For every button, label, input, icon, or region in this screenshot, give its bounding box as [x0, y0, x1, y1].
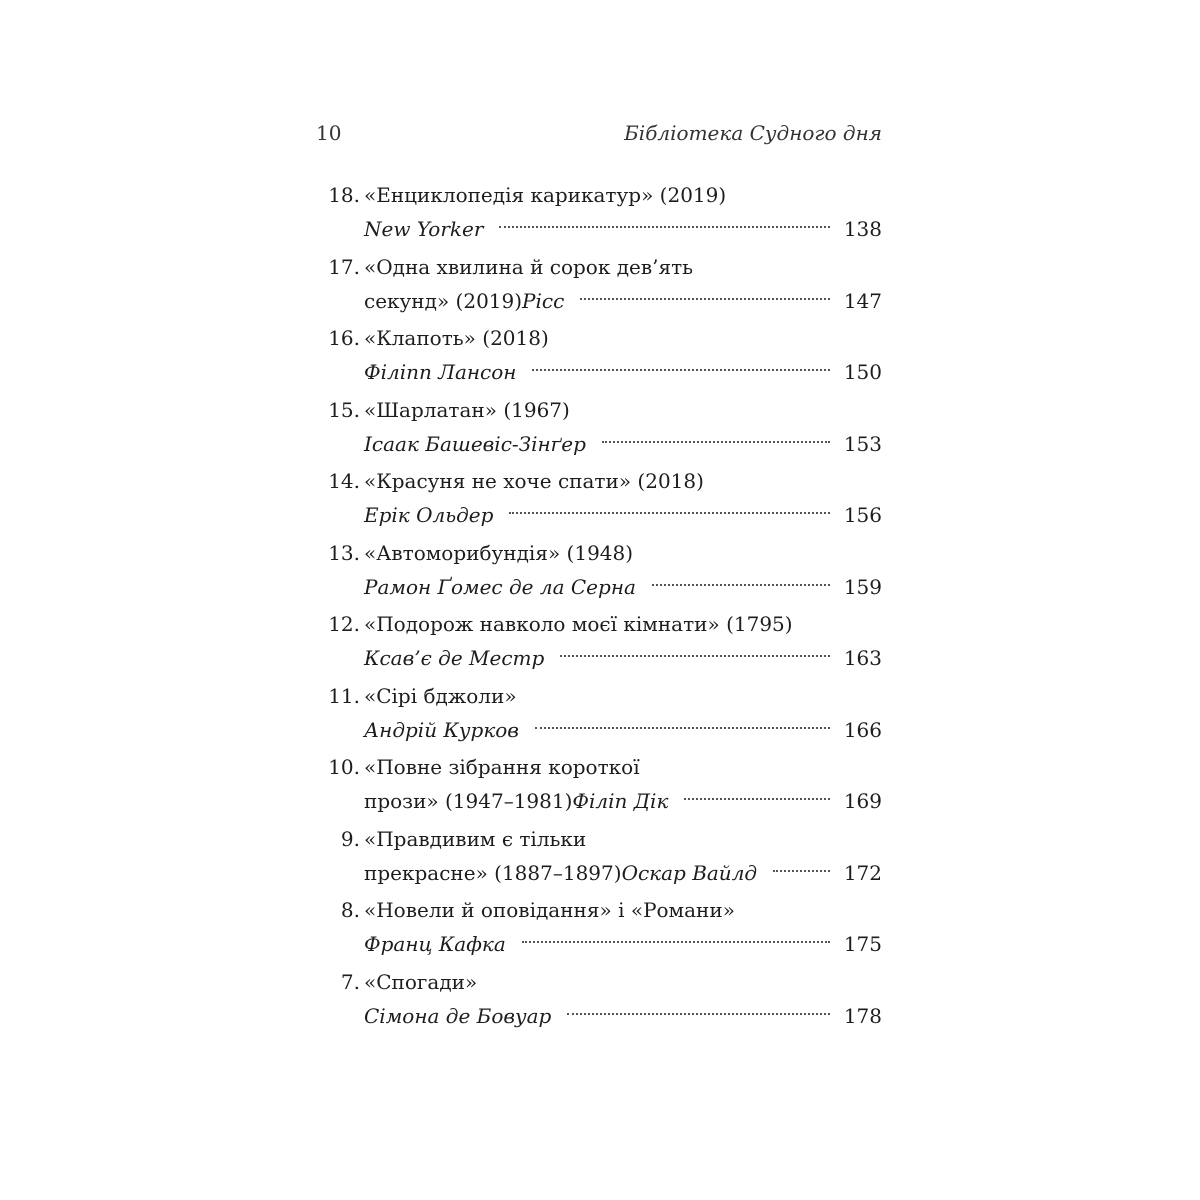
dot-leader	[532, 369, 829, 371]
toc-entry-title-line	[316, 893, 882, 927]
toc-entry-title: «Клапоть» (2018)	[364, 326, 549, 350]
toc-entry-page: 169	[843, 789, 882, 813]
toc-entry-author-line	[364, 713, 882, 747]
toc-entry-author: New Yorker	[364, 217, 484, 241]
dot-leader	[580, 298, 830, 300]
toc-entry-number: 9.	[340, 826, 360, 851]
toc-entry-author-line	[364, 284, 882, 318]
dot-leader	[535, 727, 830, 729]
toc-entry	[316, 607, 882, 679]
toc-entry-title: «Повне зібрання короткої	[364, 755, 640, 779]
toc-entry-page: 175	[843, 932, 882, 956]
dot-leader	[652, 584, 830, 586]
toc-entry-author: Філіп Дік	[572, 789, 669, 813]
toc-entry-title-line	[316, 822, 882, 856]
toc-entry-page: 147	[843, 288, 882, 313]
toc-entry-page: 172	[843, 860, 882, 885]
toc-entry-title-line	[316, 393, 882, 427]
toc-entry-title-line	[316, 321, 882, 355]
toc-entry	[316, 822, 882, 894]
toc-entry-author: Ісаак Башевіс-Зінґер	[364, 431, 586, 456]
dot-leader	[509, 512, 829, 514]
toc-entry-author-line	[364, 355, 882, 389]
toc-entry-author-line	[364, 641, 882, 675]
toc-entry-page: 156	[843, 503, 882, 527]
toc-entry-title-line	[316, 750, 882, 784]
toc-entry-title-line	[316, 536, 882, 570]
toc-entry-author: Сімона де Бовуар	[364, 1003, 552, 1028]
toc-entry-page: 150	[843, 360, 882, 384]
table-of-contents	[316, 178, 882, 1036]
toc-entry-number: 18.	[328, 183, 360, 207]
toc-entry-author-line	[364, 427, 882, 461]
toc-entry-author: Ксав’є де Местр	[364, 646, 545, 670]
dot-leader	[560, 655, 830, 657]
toc-entry-number: 7.	[340, 969, 360, 994]
toc-entry	[316, 679, 882, 751]
toc-entry-number: 13.	[328, 540, 360, 565]
toc-entry	[316, 250, 882, 322]
toc-entry-page: 166	[843, 717, 882, 742]
toc-entry-author: Рамон Ґомес де ла Серна	[364, 574, 636, 599]
toc-entry-title-line	[316, 464, 882, 498]
toc-entry-title: «Автоморибундія» (1948)	[364, 540, 634, 565]
toc-entry	[316, 893, 882, 965]
toc-entry	[316, 965, 882, 1037]
page-header	[316, 116, 882, 150]
toc-entry	[316, 393, 882, 465]
toc-entry-page: 153	[843, 431, 882, 456]
toc-entry	[316, 750, 882, 822]
toc-entry-title: «Одна хвилина й сорок дев’ять	[364, 254, 694, 279]
toc-entry	[316, 321, 882, 393]
toc-entry	[316, 464, 882, 536]
toc-entry-title: «Шарлатан» (1967)	[364, 397, 570, 422]
dot-leader	[522, 941, 830, 943]
toc-entry-page: 163	[843, 646, 882, 670]
toc-entry-title-line	[316, 178, 882, 212]
toc-entry-title: «Спогади»	[364, 969, 478, 994]
dot-leader	[602, 441, 830, 443]
toc-entry-number: 14.	[328, 469, 360, 493]
toc-entry-title: «Сірі бджоли»	[364, 683, 517, 708]
toc-entry-number: 15.	[328, 397, 360, 422]
dot-leader	[684, 798, 829, 800]
toc-entry-author-line	[364, 999, 882, 1033]
toc-entry-author: Рісс	[522, 288, 565, 313]
toc-entry-number: 11.	[328, 683, 360, 708]
toc-entry-number: 17.	[328, 254, 360, 279]
toc-entry-title-line	[316, 965, 882, 999]
toc-entry-author-line	[364, 570, 882, 604]
toc-entry	[316, 536, 882, 608]
toc-entry-title: «Енциклопедія карикатур» (2019)	[364, 183, 727, 207]
dot-leader	[567, 1013, 829, 1015]
toc-entry-author: Філіпп Лансон	[364, 360, 517, 384]
toc-entry-title: «Правдивим є тільки	[364, 826, 587, 851]
toc-entry-author-line	[364, 784, 882, 818]
toc-entry-title: «Новели й оповідання» і «Романи»	[364, 898, 735, 922]
toc-entry-number: 10.	[328, 755, 360, 779]
toc-entry-title: «Красуня не хоче спати» (2018)	[364, 469, 704, 493]
toc-entry-page: 178	[843, 1003, 882, 1028]
toc-entry-title-line	[316, 679, 882, 713]
toc-entry-title-line	[316, 607, 882, 641]
toc-entry	[316, 178, 882, 250]
toc-entry-author-line	[364, 856, 882, 890]
toc-entry-author: Оскар Вайлд	[621, 860, 758, 885]
toc-entry-author: Ерік Ольдер	[364, 503, 494, 527]
toc-entry-continuation: секунд» (2019)	[364, 288, 523, 313]
running-title: Бібліотека Судного дня	[624, 121, 882, 145]
dot-leader	[499, 226, 829, 228]
toc-entry-author-line	[364, 212, 882, 246]
toc-entry-author: Андрій Курков	[364, 717, 519, 742]
page-number: 10	[316, 121, 342, 145]
toc-entry-number: 8.	[340, 898, 360, 922]
dot-leader	[773, 870, 830, 872]
toc-entry-author-line	[364, 927, 882, 961]
toc-entry-number: 12.	[328, 612, 360, 636]
toc-entry-title-line	[316, 250, 882, 284]
toc-entry-author-line	[364, 498, 882, 532]
toc-entry-author: Франц Кафка	[364, 932, 506, 956]
toc-entry-page: 138	[843, 217, 882, 241]
toc-entry-continuation: прози» (1947–1981)	[364, 789, 573, 813]
toc-entry-continuation: прекрасне» (1887–1897)	[364, 860, 622, 885]
toc-entry-title: «Подорож навколо моєї кімнати» (1795)	[364, 612, 793, 636]
toc-entry-number: 16.	[328, 326, 360, 350]
toc-entry-page: 159	[843, 574, 882, 599]
